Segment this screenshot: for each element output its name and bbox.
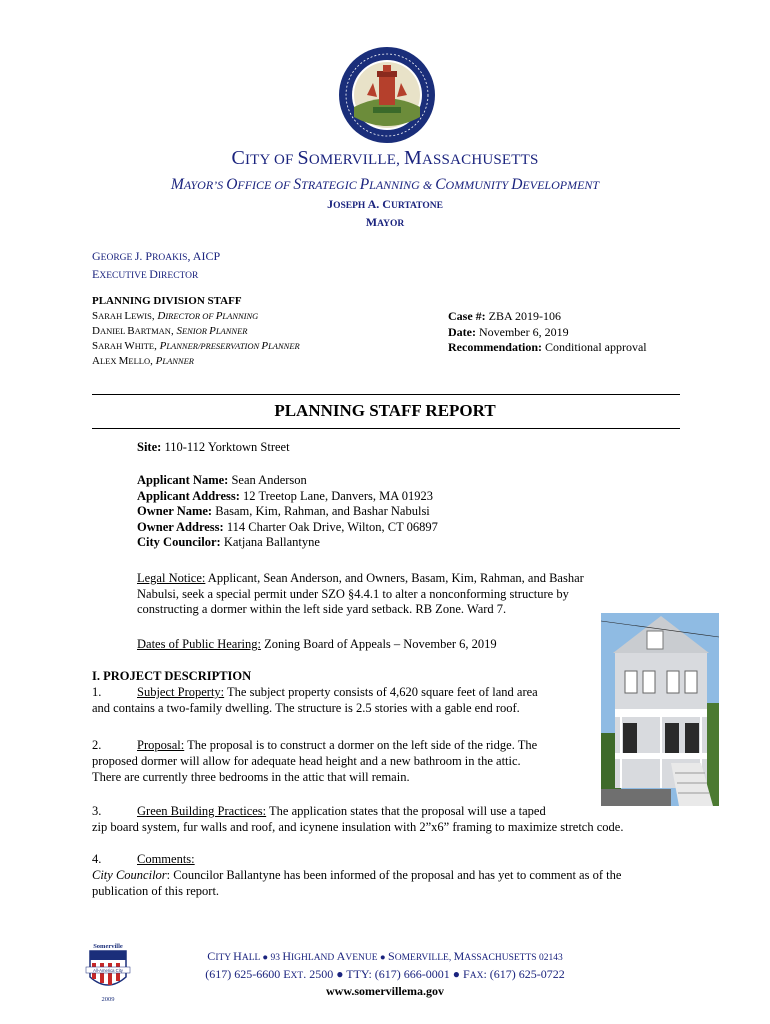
case-recommendation: Recommendation: Conditional approval	[448, 340, 647, 354]
applicant-address: Applicant Address: 12 Treetop Lane, Danvers, MA 01923	[137, 488, 433, 503]
svg-text:Somerville: Somerville	[93, 943, 123, 950]
mayor-name: JOSEPH A. CURTATONE	[327, 197, 443, 211]
footer-website-link[interactable]: www.somervillema.gov	[326, 984, 444, 998]
project-item-1: 1. Subject Property: The subject property consists of 4,620 square feet of land area and contains a two-family dwelling. The structure is 2.5 stories with a gable end roof.	[92, 685, 538, 715]
site-line: Site: 110-112 Yorktown Street	[137, 440, 290, 454]
parties-block	[137, 473, 438, 551]
mayor-title: MAYOR	[365, 215, 405, 229]
staff-member: SARAH LEWIS, DIRECTOR OF PLANNING	[92, 310, 259, 322]
executive-title: EXECUTIVE DIRECTOR	[92, 267, 199, 281]
case-date: Date: November 6, 2019	[448, 324, 569, 339]
staff-member: SARAH WHITE, PLANNER/PRESERVATION PLANNER	[92, 340, 300, 352]
footer-address: CITY HALL ● 93 HIGHLAND AVENUE ● SOMERVILLE, MASSACHUSETTS 02143	[207, 949, 563, 963]
owner-address: Owner Address: 114 Charter Oak Drive, Wilton, CT 06897	[137, 519, 438, 534]
planning-staff-list	[92, 294, 300, 369]
divider	[92, 428, 680, 429]
footer-contact	[0, 949, 770, 1000]
project-item-3: 3. Green Building Practices: The application states that the proposal will use a taped zip board system, fur walls and roof, and icynene insulation with 2”x6” framing to maximize stretch code.	[92, 804, 624, 834]
executive-director	[92, 248, 220, 284]
city-councilor: City Councilor: Katjana Ballantyne	[137, 535, 320, 549]
office-title: MAYOR’S OFFICE OF STRATEGIC PLANNING & COMMUNITY DEVELOPMENT	[170, 176, 600, 193]
project-heading: I. PROJECT DESCRIPTION	[92, 669, 252, 683]
case-info	[448, 309, 647, 356]
staff-member: DANIEL BARTMAN, SENIOR PLANNER	[92, 325, 248, 337]
hearing-dates: Dates of Public Hearing: Zoning Board of Appeals – November 6, 2019	[137, 637, 497, 651]
executive-name: GEORGE J. PROAKIS, AICP	[92, 249, 221, 263]
footer-phone: (617) 625-6600 EXT. 2500 ● TTY: (617) 666-0001 ● FAX: (617) 625-0722	[205, 966, 565, 981]
svg-text:2009: 2009	[101, 996, 115, 1003]
staff-heading: PLANNING DIVISION STAFF	[92, 295, 242, 307]
project-item-4: 4. Comments: City Councilor: Councilor Ballantyne has been informed of the proposal and has yet to comment as of the publication of this report.	[92, 852, 622, 898]
legal-notice: Legal Notice: Applicant, Sean Anderson, and Owners, Basam, Kim, Rahman, and Bashar Nabulsi, seek a special permit under SZO §4.4.1 to alter a nonconforming structure by constructing a dormer within the left side yard setback. RB Zone. Ward 7.	[137, 571, 584, 616]
svg-text:All-America City: All-America City	[93, 967, 123, 973]
owner-name: Owner Name: Basam, Kim, Rahman, and Bashar Nabulsi	[137, 504, 430, 518]
project-item-2: 2. Proposal: The proposal is to construct a dormer on the left side of the ridge. The proposed dormer will allow for adequate head height and a new bathroom in the attic. There are currently three bedrooms in the attic that will remain.	[92, 738, 538, 784]
staff-member: ALEX MELLO, PLANNER	[92, 355, 194, 367]
applicant-name: Applicant Name: Sean Anderson	[137, 473, 307, 487]
report-title: PLANNING STAFF REPORT	[274, 401, 496, 420]
city-seal-logo	[337, 45, 437, 145]
case-number: Case #: ZBA 2019-106	[448, 309, 562, 323]
city-title: CITY OF SOMERVILLE, MASSACHUSETTS	[231, 147, 539, 169]
divider	[92, 394, 680, 395]
